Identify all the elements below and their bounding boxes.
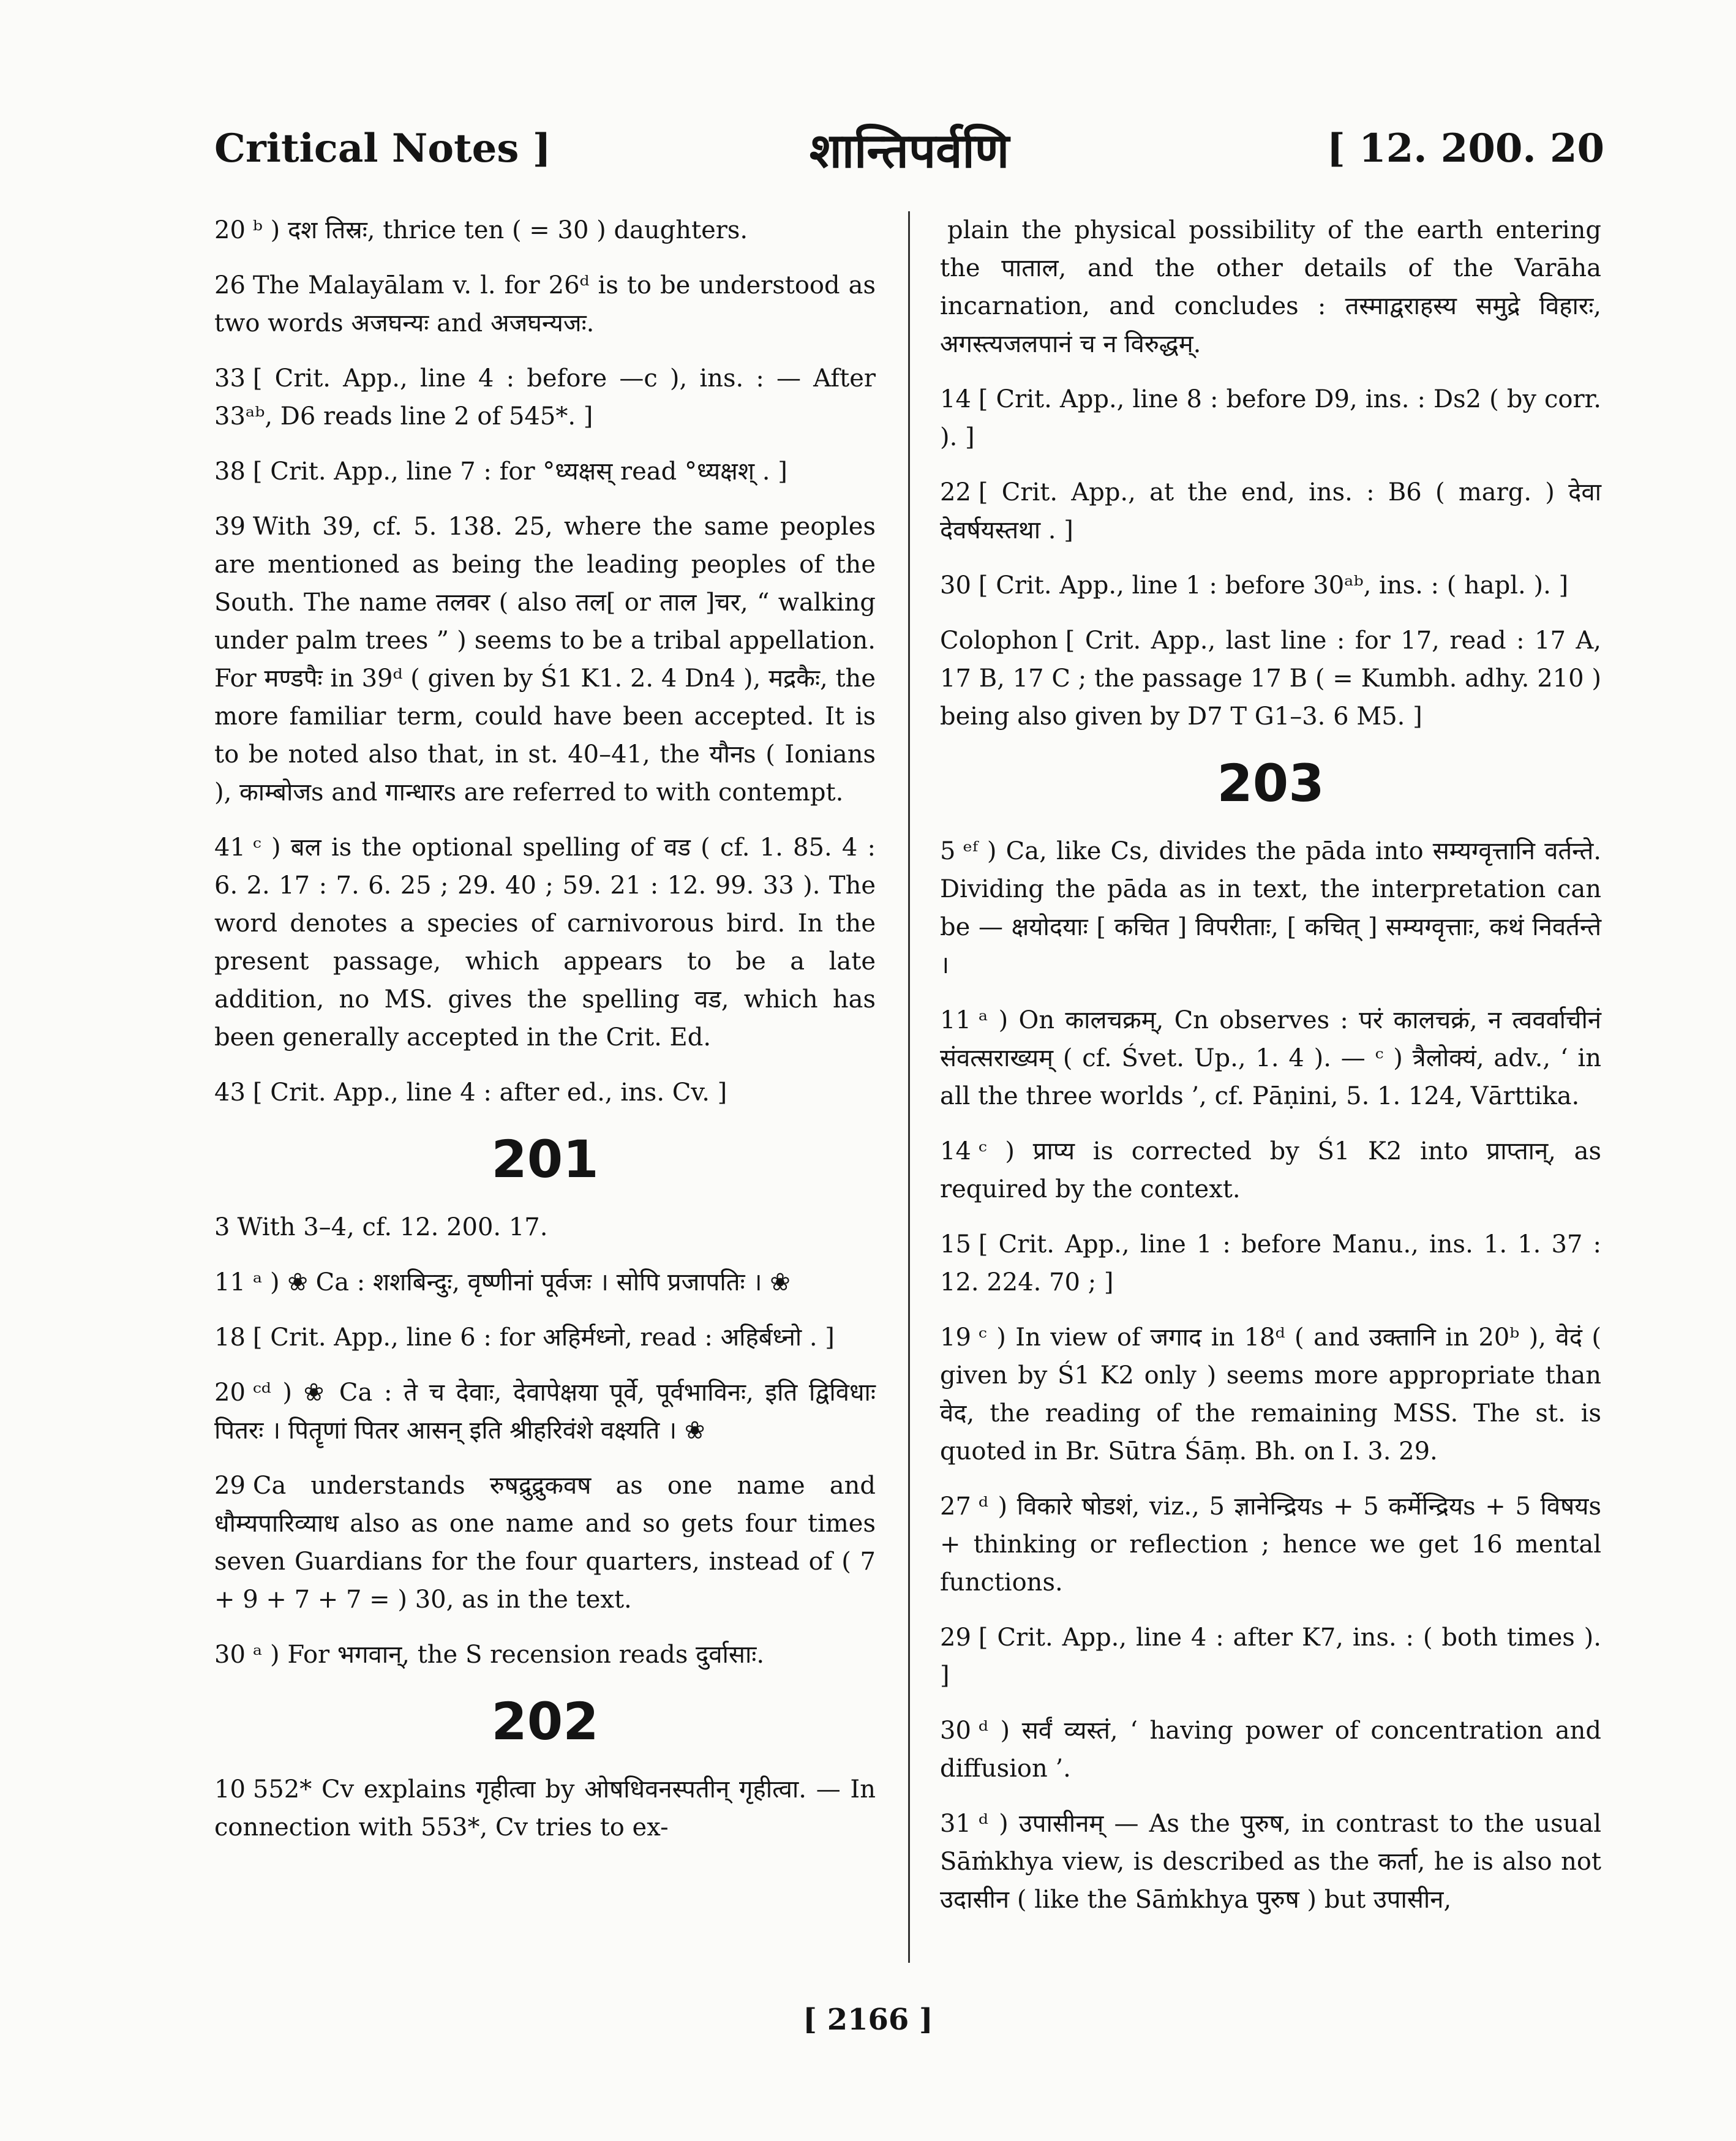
note-entry — [940, 211, 1601, 363]
note-number: 14 — [940, 385, 971, 413]
right-column — [940, 211, 1601, 1936]
note-text: [ Crit. App., line 1 : before 30ᵃᵇ, ins. : ( hapl. ). ] — [978, 571, 1569, 600]
note-text: ᵈ ) सर्वं व्यस्तं, ‘ having power of concentration and diffusion ’. — [940, 1717, 1601, 1783]
note-entry — [214, 1770, 876, 1846]
note-number: 20 — [214, 1379, 246, 1407]
note-entry — [940, 1001, 1601, 1115]
note-number: 27 — [940, 1492, 971, 1521]
note-text: With 39, cf. 5. 138. 25, where the same peoples are mentioned as being the leading peoples of the South. The name तलवर ( also तल[ or ताल ]चर, “ walking under palm trees ” ) seems to be a tribal appellation. For मण्डपैः in 39ᵈ ( given by Ś1 K1. 2. 4 Dn4 ), मद्रकैः, the more familiar term, could have been accepted. It is to be noted also that, in st. 40–41, the यौनs ( Ionians ), काम्बोजs and गान्धारs are referred to with contempt. — [214, 513, 876, 807]
note-number: 41 — [214, 833, 246, 862]
note-entry — [214, 829, 876, 1056]
note-text: ᵇ ) दश तिस्रः, thrice ten ( = 30 ) daughters. — [252, 216, 748, 244]
section-heading: 201 — [491, 1129, 599, 1189]
note-entry — [214, 1319, 876, 1356]
section-heading: 203 — [1217, 753, 1325, 813]
note-text: [ Crit. App., at the end, ins. : B6 ( marg. ) देवा देवर्षयस्तथा . ] — [940, 478, 1601, 544]
note-entry — [940, 473, 1601, 549]
note-entry — [214, 1467, 876, 1619]
note-number: 11 — [214, 1268, 246, 1296]
note-entry — [940, 1488, 1601, 1601]
note-text: [ Crit. App., line 1 : before Manu., ins. 1. 1. 37 : 12. 224. 70 ; ] — [940, 1230, 1601, 1296]
header-title: शान्तिपर्वणि — [809, 123, 1010, 179]
note-number: 29 — [940, 1624, 971, 1652]
note-entry — [214, 1263, 876, 1301]
note-entry — [214, 359, 876, 435]
note-entry — [214, 1074, 876, 1112]
section-heading: 202 — [491, 1691, 599, 1752]
note-text: plain the physical possibility of the earth entering the पाताल, and the other details of the Varāha incarnation, and concludes : तस्माद्वराहस्य समुद्रे विहारः, अगस्त्यजलपानं च न विरुद्धम्. — [940, 216, 1601, 358]
note-text: ᶜ ) In view of जगाद in 18ᵈ ( and उक्तानि in 20ᵇ ), वेदं ( given by Ś1 K2 only ) seems more appropriate than वेद, the reading of the remaining MSS. The st. is quoted in Br. Sūtra Śāṃ. Bh. on I. 3. 29. — [940, 1323, 1601, 1466]
note-number: 43 — [214, 1078, 246, 1107]
note-text: [ Crit. App., line 4 : after K7, ins. : ( both times ). ] — [940, 1624, 1601, 1690]
note-number: 11 — [940, 1006, 971, 1034]
note-text: ᵃ ) For भगवान्, the S recension reads दुर्वासाः. — [252, 1641, 765, 1669]
note-entry — [940, 1319, 1601, 1470]
note-number: 14 — [940, 1137, 971, 1165]
note-text: [ Crit. App., last line : for 17, read : 17 A, 17 B, 17 C ; the passage 17 B ( = Kumbh. adhy. 210 ) being also given by D7 T G1–3. 6 M5. ] — [940, 626, 1601, 731]
note-number: 26 — [214, 271, 246, 299]
note-number: 22 — [940, 478, 971, 506]
note-text: [ Crit. App., line 4 : before —c ), ins. : — After 33ᵃᵇ, D6 reads line 2 of 545*. ] — [214, 364, 876, 431]
note-number: 30 — [214, 1641, 246, 1669]
note-entry — [940, 566, 1601, 604]
note-number: 15 — [940, 1230, 971, 1259]
note-text: ᵉᶠ ) Ca, like Cs, divides the pāda into सम्यग्वृत्तानि वर्तन्ते. Dividing the pāda as in text, the interpretation can be — क्षयोदयाः [ कचित ] विपरीताः, [ कचित् ] सम्यग्वृत्ताः, कथं निवर्तन्ते । — [940, 837, 1601, 979]
note-number: 31 — [940, 1810, 971, 1838]
note-number: 19 — [940, 1323, 971, 1352]
page-number: [ 2166 ] — [803, 2003, 933, 2037]
note-entry — [940, 1805, 1601, 1919]
note-text: The Malayālam v. l. for 26ᵈ is to be understood as two words अजघन्यः and अजघन्यजः. — [214, 271, 876, 337]
note-text: ᶜᵈ ) ❀ Ca : ते च देवाः, देवापेक्षया पूर्वे, पूर्वभाविनः, इति द्विविधाः पितरः । पितॄणां पितर आसन् इति श्रीहरिवंशे वक्ष्यति । ❀ — [214, 1379, 876, 1445]
note-entry — [940, 832, 1601, 984]
note-number: 29 — [214, 1472, 246, 1500]
note-number: 10 — [214, 1775, 246, 1804]
note-entry — [214, 1374, 876, 1450]
note-number: 30 — [940, 1717, 971, 1745]
note-number: 39 — [214, 513, 246, 541]
note-number: 3 — [214, 1213, 230, 1241]
note-entry — [940, 1225, 1601, 1301]
note-entry — [940, 1619, 1601, 1695]
running-header — [214, 104, 1604, 190]
note-entry — [940, 622, 1601, 736]
note-entry — [214, 453, 876, 491]
note-entry — [214, 1636, 876, 1674]
note-text: 552* Cv explains गृहीत्वा by ओषधिवनस्पतीन् गृहीत्वा. — In connection with 553*, Cv tries to ex- — [214, 1775, 876, 1842]
header-left: Critical Notes ] — [214, 126, 551, 171]
note-text: [ Crit. App., line 8 : before D9, ins. : Ds2 ( by corr. ). ] — [940, 385, 1601, 451]
note-text: [ Crit. App., line 7 : for °ध्यक्षस् read °ध्यक्षश् . ] — [252, 457, 787, 486]
note-entry — [940, 380, 1601, 456]
note-text: Ca understands रुषद्रुद्रुकवष as one name and धौम्यपारिव्याध also as one name and so gets four times seven Guardians for the four quarters, instead of ( 7 + 9 + 7 + 7 = ) 30, as in the text. — [214, 1472, 876, 1614]
note-text: With 3–4, cf. 12. 200. 17. — [237, 1213, 548, 1241]
header-reference: [ 12. 200. 20 — [1326, 126, 1604, 171]
note-text: ᵃ ) On कालचक्रम्, Cn observes : परं कालचक्रं, न त्ववर्वाचीनं संवत्सराख्यम् ( cf. Śvet. Up., 1. 4 ). — ᶜ ) त्रैलोक्यं, adv., ‘ in all the three worlds ’, cf. Pāṇini, 5. 1. 124, Vārttika. — [940, 1006, 1601, 1110]
note-number: Colophon — [940, 626, 1058, 655]
note-entry — [940, 1712, 1601, 1788]
note-entry — [214, 266, 876, 342]
note-text: ᶜ ) बल is the optional spelling of वड ( cf. 1. 85. 4 : 6. 2. 17 : 7. 6. 25 ; 29. 40 ; 59. 21 : 12. 99. 33 ). The word denotes a species of carnivorous bird. In the present passage, which appears to be a late addition, no MS. gives the spelling वड, which has been generally accepted in the Crit. Ed. — [214, 833, 876, 1052]
note-text: [ Crit. App., line 4 : after ed., ins. Cv. ] — [252, 1078, 727, 1107]
note-entry — [214, 211, 876, 249]
note-text: [ Crit. App., line 6 : for अहिर्मध्नो, read : अहिर्बध्नो . ] — [252, 1323, 835, 1352]
note-number: 33 — [214, 364, 246, 393]
note-entry — [214, 1208, 876, 1246]
note-text: ᵃ ) ❀ Ca : शशबिन्दुः, वृष्णीनां पूर्वजः । सोपि प्रजापतिः । ❀ — [252, 1268, 791, 1296]
note-number: 18 — [214, 1323, 246, 1352]
note-number: 5 — [940, 837, 956, 865]
note-entry — [214, 508, 876, 811]
note-number: 20 — [214, 216, 246, 244]
note-text: ᵈ ) उपासीनम् — As the पुरुष, in contrast to the usual Sāṁkhya view, is described as the कर्ता, he is also not उदासीन ( like the Sāṁkhya पुरुष ) but उपासीन, — [940, 1810, 1601, 1914]
note-number: 30 — [940, 571, 971, 600]
note-number: 38 — [214, 457, 246, 486]
column-divider — [908, 211, 910, 1963]
left-column — [214, 211, 876, 1864]
note-text: ᵈ ) विकारे षोडशं, viz., 5 ज्ञानेन्द्रियs + 5 कर्मेन्द्रियs + 5 विषयs + thinking or reflection ; hence we get 16 mental functions. — [940, 1492, 1601, 1597]
note-text: ᶜ ) प्राप्य is corrected by Ś1 K2 into प्राप्तान्, as required by the context. — [940, 1137, 1601, 1203]
note-entry — [940, 1132, 1601, 1208]
